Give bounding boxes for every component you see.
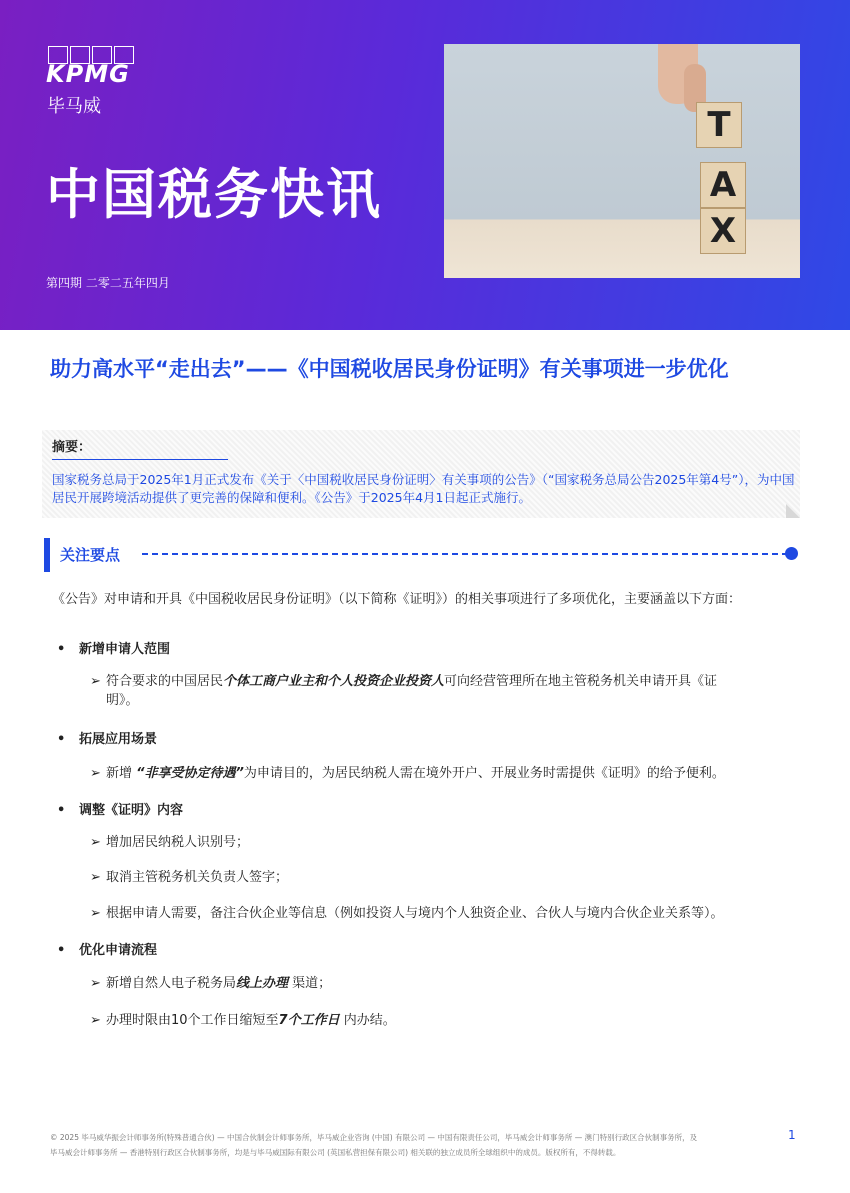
point-item: [90, 672, 802, 710]
item-text: 取消主管税务机关负责人签字；: [106, 870, 289, 885]
hero-banner: [0, 0, 850, 330]
page-fold-corner: [786, 504, 800, 518]
item-text-continuation: 明》。: [106, 693, 139, 708]
arrow-bullet-icon: ➢: [90, 1013, 101, 1028]
abstract-box: [42, 430, 800, 518]
publication-title: 中国税务快讯: [46, 163, 382, 226]
tax-blocks-photo: [444, 44, 800, 278]
issue-date: 第四期 二零二五年四月: [46, 276, 170, 290]
arrow-bullet-icon: ➢: [90, 835, 101, 850]
section-intro: 《公告》对申请和开具《中国税收居民身份证明》（以下简称《证明》）的相关事项进行了多项优化，主要涵盖以下方面：: [52, 592, 742, 607]
item-emphasis: 线上办理: [236, 976, 289, 991]
cube-t: T: [696, 102, 742, 148]
point-heading-text: 拓展应用场景: [79, 732, 158, 747]
point-item: [90, 764, 802, 783]
item-text: 办理时限由10个工作日缩短至: [106, 1013, 279, 1028]
point-heading: [57, 728, 157, 747]
point-heading: [57, 939, 157, 958]
item-text: 内办结。: [339, 1013, 396, 1028]
point-heading-text: 新增申请人范围: [79, 642, 171, 657]
item-text: 符合要求的中国居民: [106, 674, 224, 689]
item-emphasis: “非享受协定待遇”: [136, 766, 244, 781]
kpmg-logo-chinese: 毕马威: [47, 96, 101, 117]
item-text: 可向经营管理所在地主管税务机关申请开具《证: [444, 674, 718, 689]
bullet-dot: •: [57, 732, 66, 747]
point-item: [90, 1011, 802, 1030]
abstract-rule: [52, 459, 228, 460]
article-title: 助力高水平“走出去”——《中国税收居民身份证明》有关事项进一步优化: [50, 357, 729, 381]
item-text: 新增: [106, 766, 137, 781]
item-text: 增加居民纳税人识别号；: [106, 835, 250, 850]
point-heading: [57, 638, 170, 657]
section-dashed-rule: [142, 553, 788, 555]
section-end-dot: [785, 547, 798, 560]
arrow-bullet-icon: ➢: [90, 766, 101, 781]
bullet-dot: •: [57, 943, 66, 958]
point-heading-text: 优化申请流程: [79, 943, 158, 958]
bullet-dot: •: [57, 803, 66, 818]
footer-line: © 2025 毕马威华振会计师事务所(特殊普通合伙) — 中国合伙制会计师事务所，毕马威企业咨询 (中国) 有限公司 — 中国有限责任公司，毕马威会计师事务所 — 澳门特别行政区合伙制事务所，及: [50, 1133, 698, 1142]
abstract-label: 摘要：: [52, 440, 92, 455]
page-number: 1: [788, 1128, 796, 1142]
point-item: [90, 974, 802, 993]
point-item: [90, 904, 802, 923]
footer-line: 毕马威会计师事务所 — 香港特别行政区合伙制事务所，均是与毕马威国际有限公司 (英国私营担保有限公司) 相关联的独立成员所全球组织中的成员。版权所有，不得转载。: [50, 1148, 621, 1157]
point-heading: [57, 799, 183, 818]
arrow-bullet-icon: ➢: [90, 870, 101, 885]
arrow-bullet-icon: ➢: [90, 976, 101, 991]
item-text: 渠道；: [288, 976, 332, 991]
item-emphasis: 7个工作日: [278, 1013, 340, 1028]
section-accent-bar: [44, 538, 50, 572]
abstract-text: 国家税务总局于2025年1月正式发布《关于〈中国税收居民身份证明〉有关事项的公告》（“国家税务总局公告2025年第4号”），为中国居民开展跨境活动提供了更完善的保障和便利。《公告》于2025年4月1日起正式施行。: [52, 472, 795, 505]
cube-x: X: [700, 208, 746, 254]
copyright-footer: [50, 1130, 770, 1160]
arrow-bullet-icon: ➢: [90, 674, 101, 689]
item-text: 根据申请人需要，备注合伙企业等信息（例如投资人与境内个人独资企业、合伙人与境内合伙企业关系等）。: [106, 906, 724, 921]
section-title: 关注要点: [60, 546, 121, 564]
cube-a: A: [700, 162, 746, 208]
arrow-bullet-icon: ➢: [90, 906, 101, 921]
bullet-dot: •: [57, 642, 66, 657]
point-heading-text: 调整《证明》内容: [79, 803, 184, 818]
item-text: 新增自然人电子税务局: [106, 976, 237, 991]
item-text: 为申请目的，为居民纳税人需在境外开户、开展业务时需提供《证明》的给予便利。: [243, 766, 725, 781]
item-emphasis: 个体工商户业主和个人投资企业投资人: [223, 674, 445, 689]
kpmg-logo: KPMG: [46, 60, 130, 88]
point-item: [90, 833, 802, 852]
point-item: [90, 868, 802, 887]
